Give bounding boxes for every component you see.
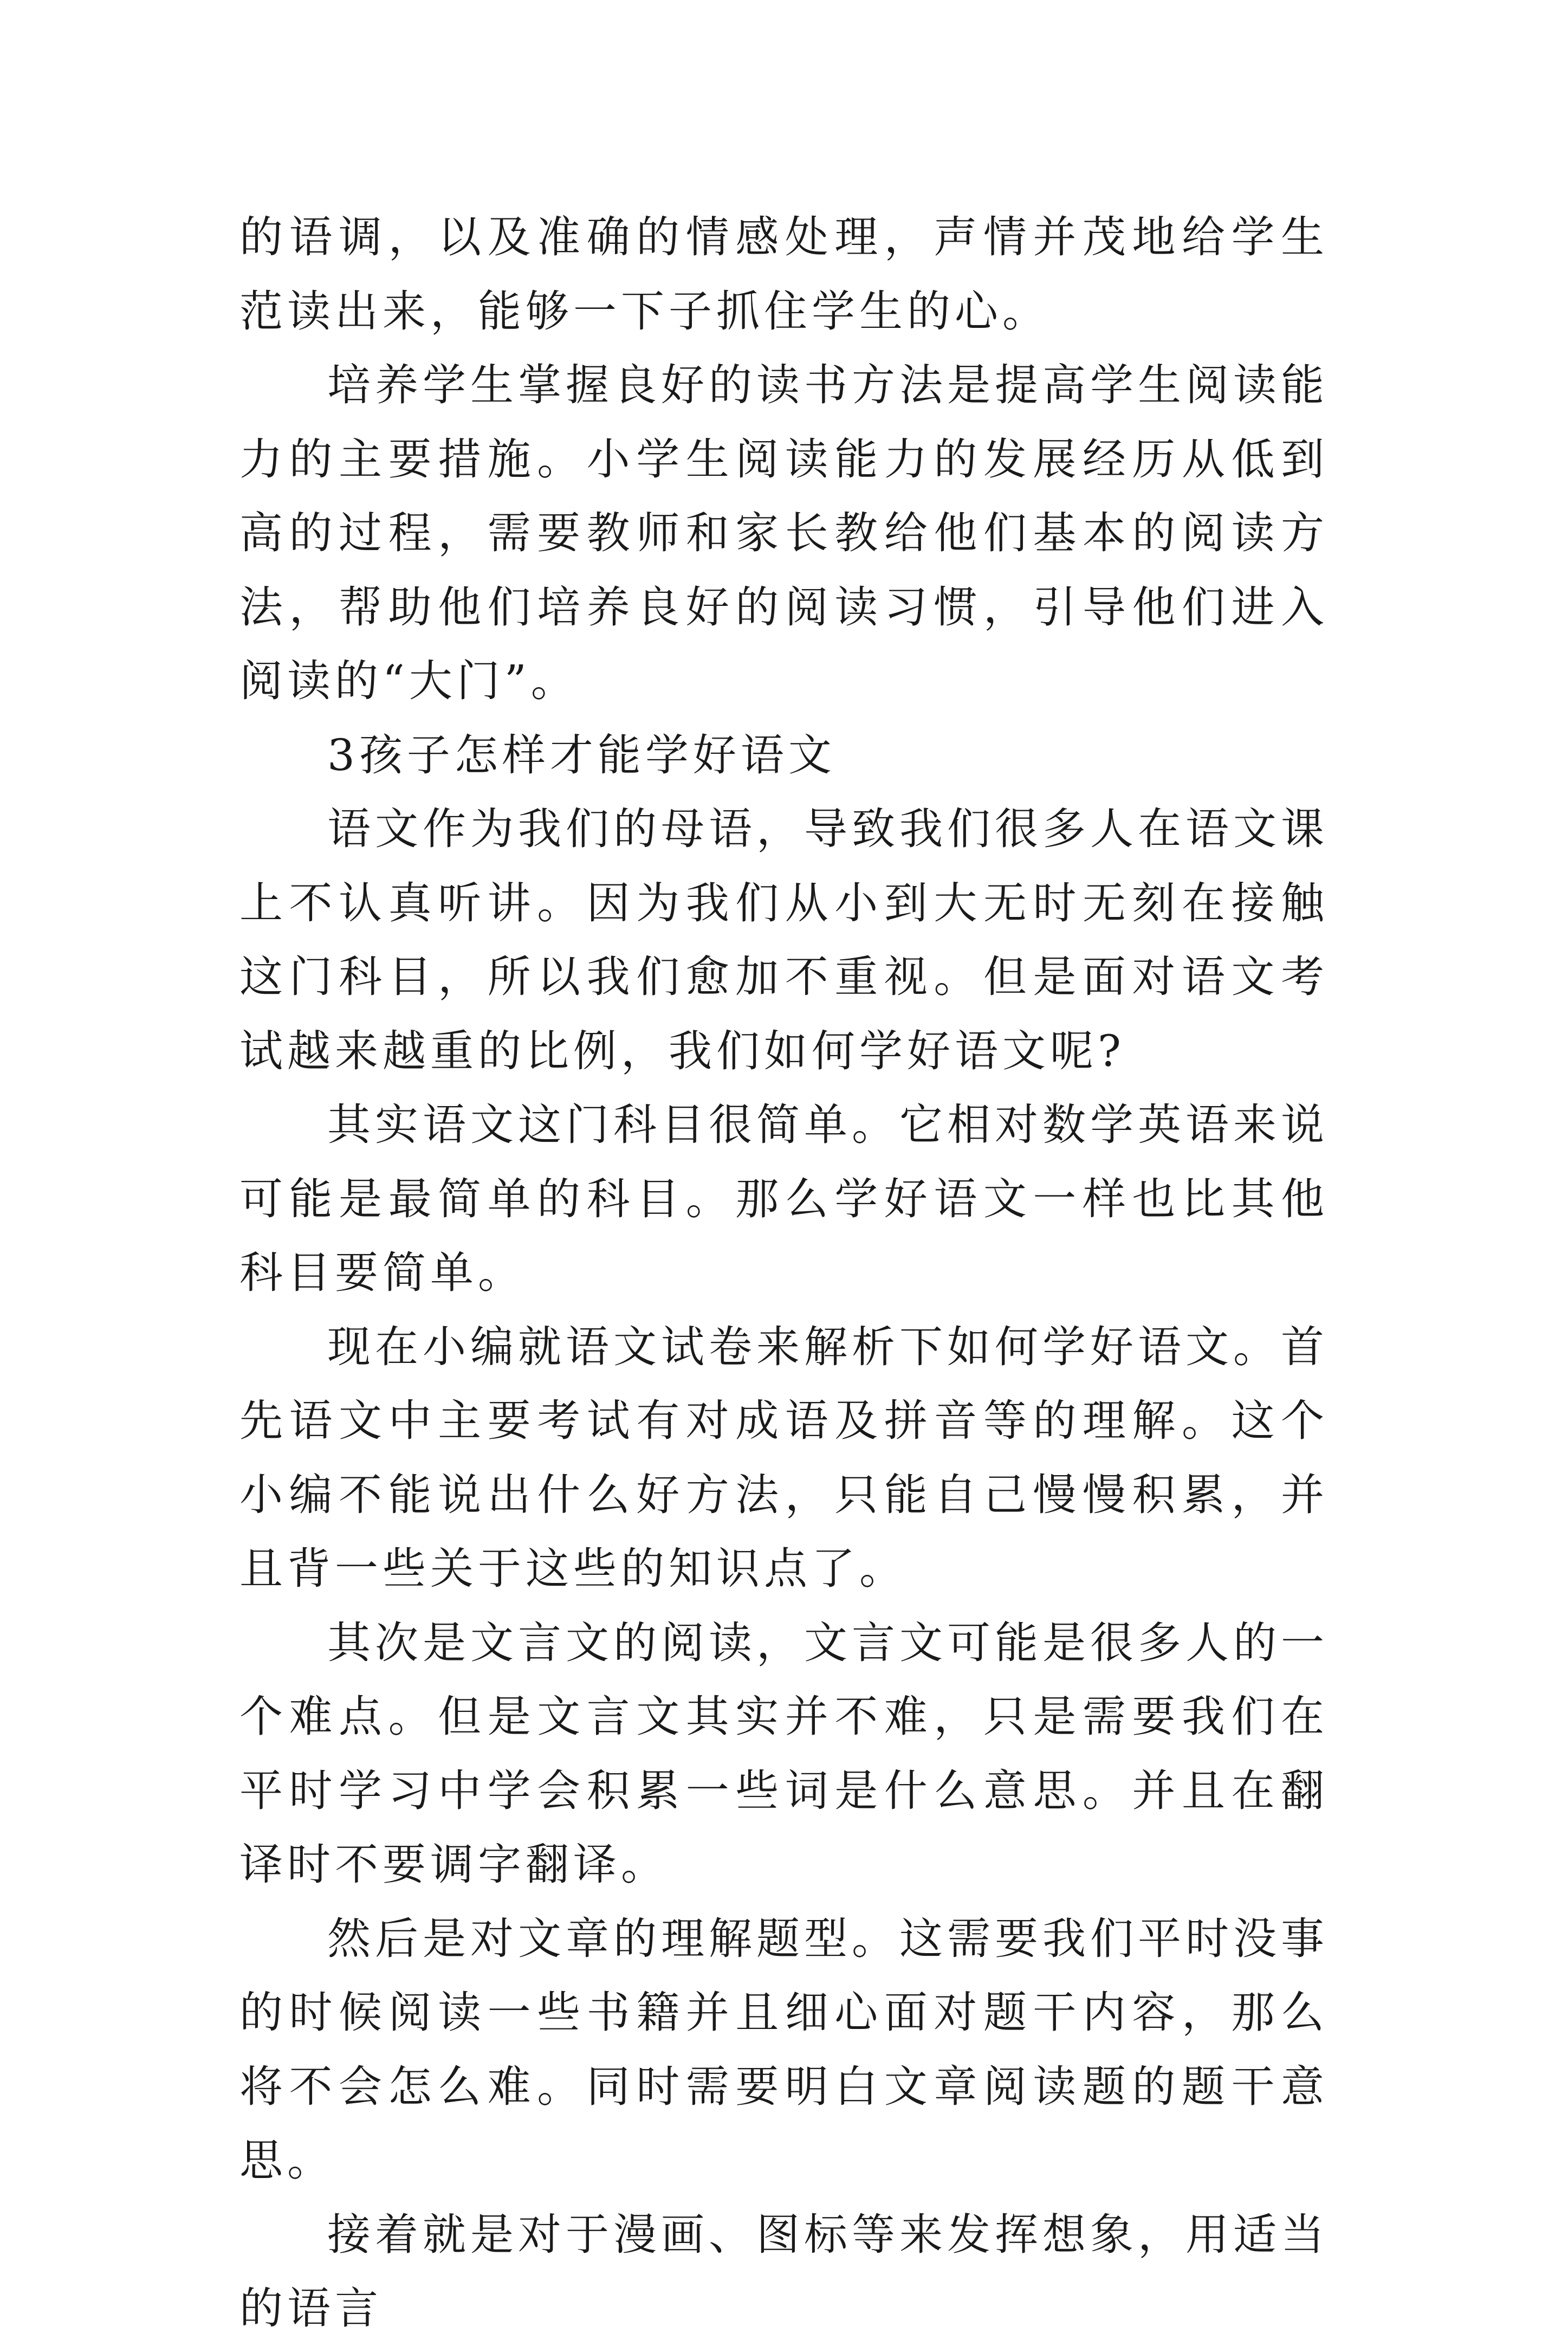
- section-heading: 3孩子怎样才能学好语文: [327, 729, 836, 780]
- paragraph-continuation: 的语调，以及准确的情感处理，声情并茂地给学生范读出来，能够一下子抓住学生的心。: [239, 212, 1329, 337]
- paragraph-classical-chinese: 其次是文言文的阅读，文言文可能是很多人的一个难点。但是文言文其实并不难，只是需要我们在平时学习中学会积累一些词是什么意思。并且在翻译时不要调字翻译。: [239, 1617, 1329, 1890]
- paragraph-idioms-pinyin: 现在小编就语文试卷来解析下如何学好语文。首先语文中主要考试有对成语及拼音等的理解。这个小编不能说出什么好方法，只能自己慢慢积累，并且背一些关于这些的知识点了。: [239, 1321, 1329, 1594]
- paragraph-comprehension: 然后是对文章的理解题型。这需要我们平时没事的时候阅读一些书籍并且细心面对题干内容，那么将不会怎么难。同时需要明白文章阅读题的题干意思。: [239, 1913, 1329, 2186]
- paragraph-reading-methods: 培养学生掌握良好的读书方法是提高学生阅读能力的主要措施。小学生阅读能力的发展经历从低到高的过程，需要教师和家长教给他们基本的阅读方法，帮助他们培养良好的阅读习惯，引导他们进入阅读的“大门”。: [239, 360, 1329, 706]
- paragraph-simple-subject: 其实语文这门科目很简单。它相对数学英语来说可能是最简单的科目。那么学好语文一样也比其他科目要简单。: [239, 1100, 1329, 1298]
- paragraph-comics-charts: 接着就是对于漫画、图标等来发挥想象，用适当的语言: [239, 2209, 1329, 2334]
- text-body: [239, 201, 1329, 2346]
- paragraph-mother-tongue: 语文作为我们的母语，导致我们很多人在语文课上不认真听讲。因为我们从小到大无时无刻在接触这门科目，所以我们愈加不重视。但是面对语文考试越来越重的比例，我们如何学好语文呢?: [239, 804, 1329, 1076]
